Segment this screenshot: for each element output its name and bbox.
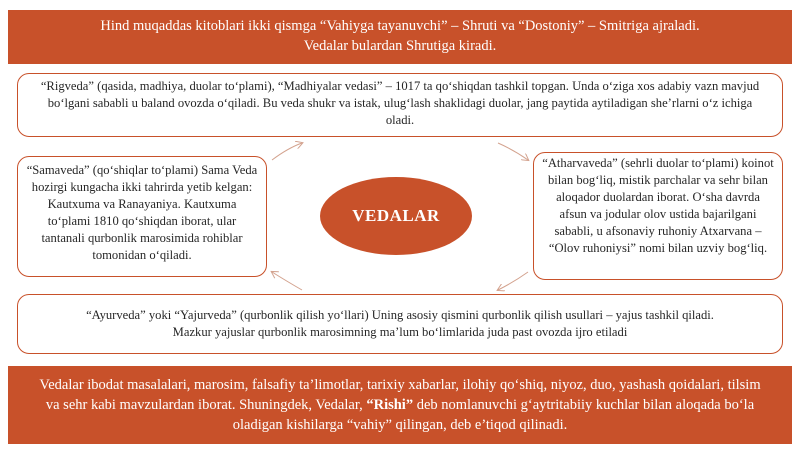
samaveda-card	[17, 156, 267, 277]
arrow-left-to-top	[272, 143, 302, 160]
ayurveda-text-line-2: Mazkur yajuslar qurbonlik marosimning ma’lum bo‘limlarida juda past ovozda ijro etiladi	[172, 325, 628, 339]
arrow-bottom-to-left	[272, 272, 302, 290]
vedalar-center-oval	[320, 177, 472, 255]
ayurveda-text-line-1: “Ayurveda” yoki “Yajurveda” (qurbonlik qilish yo‘llari) Uning asosiy qismini qurbonlik qilish usullari – yajus tashkil qiladi.	[86, 308, 714, 322]
footer-text-before: Vedalar ibodat masalalari, marosim, falsafiy ta’limotlar, tarixiy xabarlar, ilohiy qo‘shiq, niyoz, duo, yashash qoidalari, tilsim va sehr kabi mavzulardan iborat. Shuningdek, Vedalar,	[39, 377, 761, 413]
footer-text-after: deb nomlanuvchi g‘aytritabiiy kuchlar bilan aloqada bo‘la oladigan kishilarga “vahiy” qilingan, deb e’tiqod qilinadi.	[232, 397, 755, 433]
header-banner	[8, 10, 792, 64]
atharvaveda-text: “Atharvaveda” (sehrli duolar to‘plami) koinot bilan bog‘liq, mistik parchalar va sehr bilan aloqador duolardan iborat. O‘sha davrda afsun va jodular olov ustida bajarilgani sababli, u afsonaviy ruhoniy Atxarvana – “Olov ruhoniysi” nomi bilan uzviy bog‘liq.	[542, 156, 774, 255]
rigveda-text: “Rigveda” (qasida, madhiya, duolar to‘plami), “Madhiyalar vedasi” – 1017 ta qo‘shiqdan tashkil topgan. Unda o‘ziga xos adabiy vazn mavjud bo‘lgani sababli u baland ovozda o‘qiladi. Bu veda shukr va istak, ulug‘lash shaklidagi duolar, jang paytida aytiladigan she’rlarni o‘z ichiga oladi.	[40, 79, 760, 127]
arrow-right-to-bottom	[498, 272, 528, 290]
samaveda-text: “Samaveda” (qo‘shiqlar to‘plami) Sama Veda hozirgi kungacha ikki tahrirda yetib kelgan: Kautxuma va Ranayaniya. Kautxuma to‘plami 1810 qo‘shiqdan iborat, ular tantanali qurbonlik marosimida rohiblar tomonidan o‘qiladi.	[26, 163, 258, 262]
atharvaveda-card	[533, 152, 783, 280]
footer-banner	[8, 366, 792, 444]
header-line-1: Hind muqaddas kitoblari ikki qismga “Vahiyga tayanuvchi” – Shruti va “Dostoniy” – Smitriga ajraladi.	[100, 18, 700, 34]
rigveda-card	[17, 73, 783, 137]
ayurveda-card	[17, 294, 783, 354]
header-line-2: Vedalar bulardan Shrutiga kiradi.	[303, 38, 497, 54]
center-label: VEDALAR	[352, 206, 440, 225]
footer-rishi-bold: “Rishi”	[366, 397, 414, 413]
arrow-top-to-right	[498, 143, 528, 160]
